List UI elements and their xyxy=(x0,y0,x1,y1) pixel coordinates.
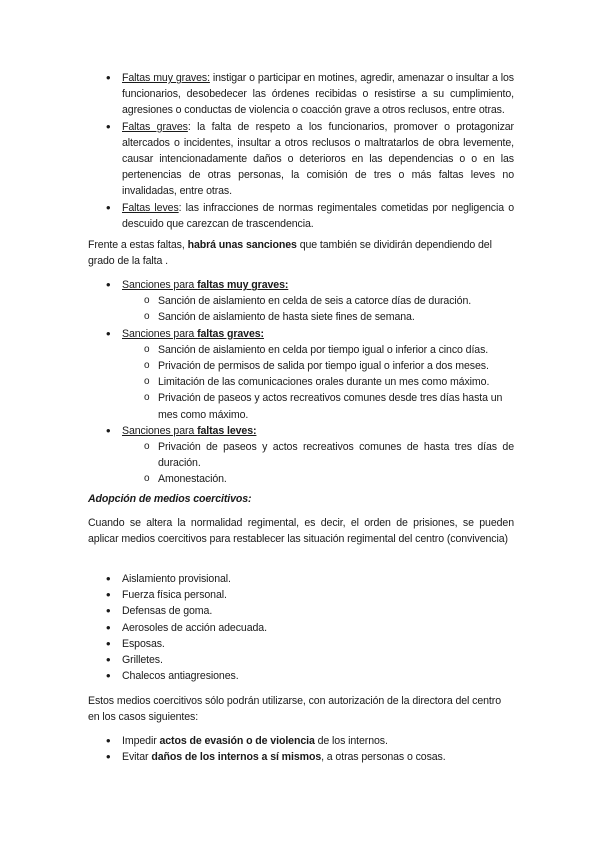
case-text: Evitar xyxy=(122,751,152,764)
list-item: • Grilletes. xyxy=(122,652,514,668)
sanction-prefix: Sanciones para xyxy=(122,327,198,340)
sanction-label: faltas muy graves: xyxy=(197,279,289,291)
infraction-desc: instigar o participar en motines, agredir, amenazar o insultar a los funcionarios, desobedecer las órdenes recibidas o resistirse a su cumplimiento, agresiones o conductas de violencia o coacción grave a otros reclusos, entre otras. xyxy=(122,72,514,117)
list-item: • Defensas de goma. xyxy=(122,603,514,619)
list-item xyxy=(122,70,514,119)
coercive-intro: Cuando se altera la normalidad regimental, es decir, el orden de prisiones, se pueden aplicar medios coercitivos para restablecer las situación regimental del centro (convivencia) xyxy=(88,517,514,546)
sanction-prefix: Sanciones para xyxy=(122,279,198,291)
infractions-list xyxy=(122,70,514,232)
list-item: • Aislamiento provisional. xyxy=(122,571,514,587)
list-item xyxy=(122,277,514,326)
list-item xyxy=(122,749,514,765)
intro-text: que también se dividirán dependiendo del grado de la falta . xyxy=(88,239,492,268)
sanction-sublist xyxy=(122,342,514,423)
sanction-heading xyxy=(122,279,288,291)
infraction-term: Faltas muy graves: xyxy=(122,72,210,84)
list-item xyxy=(122,423,514,488)
infraction-desc: : las infracciones de normas regimentales cometidas por negligencia o descuido que carezcan de trascendencia. xyxy=(122,201,514,230)
sanction-heading xyxy=(122,425,256,437)
case-text: , a otras personas o cosas. xyxy=(321,751,446,764)
sanction-sublist xyxy=(122,293,514,325)
intro-bold: habrá unas sanciones xyxy=(187,239,297,251)
case-text: Impedir xyxy=(122,735,160,747)
sublist-item: o Limitación de las comunicaciones orales durante un mes como máximo. xyxy=(158,374,514,390)
list-item xyxy=(122,200,514,232)
sublist-item: o Sanción de aislamiento en celda por tiempo igual o inferior a cinco días. xyxy=(158,342,514,358)
sublist-item: o Privación de paseos y actos recreativos comunes de hasta tres días de duración. xyxy=(158,439,514,471)
infraction-desc: : la falta de respeto a los funcionarios, promover o protagonizar altercados o incidentes, insultar a otros reclusos o maltratarlos de obra levemente, causar intencionadamente daños o deterioros en las dependencias o o en las pertenencias de otras personas, la comisión de tres o más faltas leves no invalidadas, entre otras. xyxy=(122,120,514,198)
sanction-prefix: Sanciones para xyxy=(122,424,198,437)
sanction-label: faltas leves: xyxy=(197,424,257,437)
sanction-heading xyxy=(122,328,264,340)
case-text: de los internos. xyxy=(314,735,388,747)
list-item xyxy=(122,119,514,200)
infraction-term: Faltas graves xyxy=(122,120,188,133)
sublist-item: o Privación de paseos y actos recreativos comunes desde tres días hasta un mes como máximo. xyxy=(158,390,514,422)
coercive-means-list xyxy=(122,571,514,684)
sanctions-list xyxy=(122,277,514,488)
cases-list xyxy=(122,733,514,765)
intro-text: Frente a estas faltas, xyxy=(88,239,188,251)
sublist-item: o Sanción de aislamiento en celda de seis a catorce días de duración. xyxy=(158,293,514,309)
sanction-sublist xyxy=(122,439,514,488)
sanction-label: faltas graves: xyxy=(197,327,264,340)
sublist-item: o Sanción de aislamiento de hasta siete fines de semana. xyxy=(158,309,514,325)
list-item: • Chalecos antiagresiones. xyxy=(122,668,514,684)
list-item: • Esposas. xyxy=(122,636,514,652)
list-item: • Fuerza física personal. xyxy=(122,587,514,603)
coercive-heading: Adopción de medios coercitivos: xyxy=(88,493,252,505)
authorization-paragraph: Estos medios coercitivos sólo podrán utilizarse, con autorización de la directora del centro en los casos siguientes: xyxy=(88,695,501,724)
list-item xyxy=(122,733,514,749)
list-item: • Aerosoles de acción adecuada. xyxy=(122,620,514,636)
sanctions-intro xyxy=(88,237,514,269)
case-bold: actos de evasión o de violencia xyxy=(159,735,315,747)
sublist-item: o Privación de permisos de salida por tiempo igual o inferior a dos meses. xyxy=(158,358,514,374)
list-item xyxy=(122,326,514,423)
case-bold: daños de los internos a sí mismos xyxy=(151,751,322,764)
sublist-item: o Amonestación. xyxy=(158,471,514,487)
infraction-term: Faltas leves xyxy=(122,201,179,214)
